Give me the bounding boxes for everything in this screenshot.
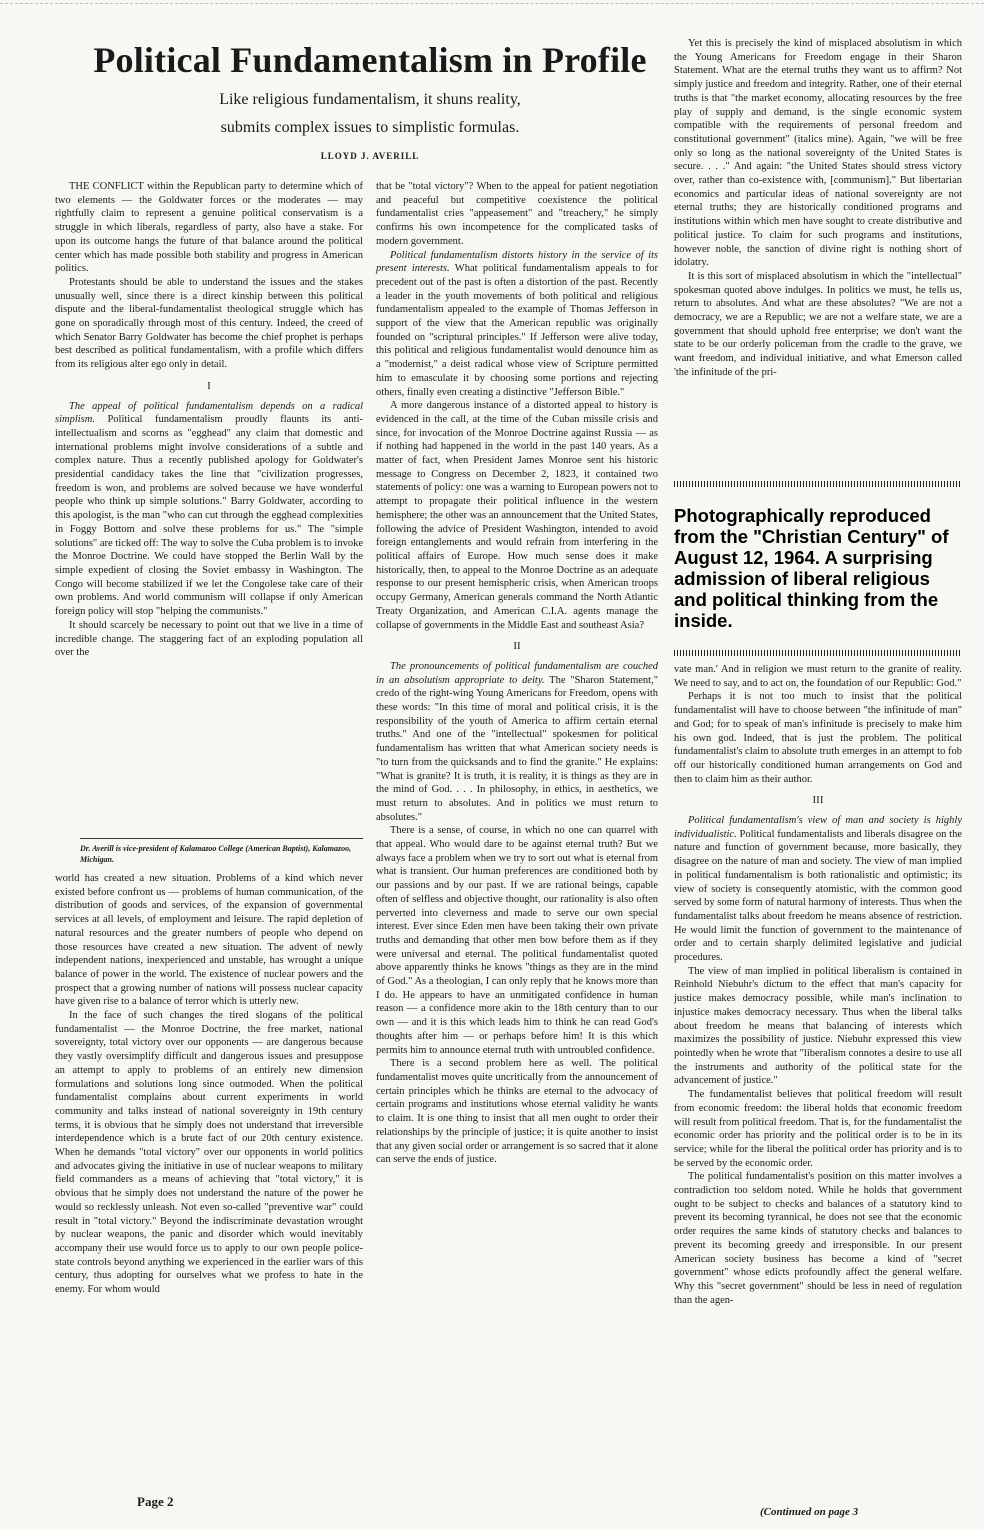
section-heading-2: II	[513, 640, 521, 653]
col3-paragraph-6: The view of man implied in political liberalism is contained in Reinhold Niebuhr's dictum to the effect that man's capacity for justice makes democracy possible, while man's inclination to injustice makes democracy necessary. Thus when the liberal talks about freedom he means that balancing of interests which maximizes the possibility of justice. Niebuhr expressed this view pointedly when he wrote that "liberalism connotes a desire to use all the instruments and authority of the political state for the advancement of justice."	[674, 965, 962, 1087]
top-divider	[0, 3, 984, 4]
article-title: Political Fundamentalism in Profile	[93, 40, 647, 80]
continued-note: (Continued on page 3	[760, 1506, 859, 1518]
col3-paragraph-3: vate man.' And in religion we must return to the granite of reality. We need to say, and to act on, the foundation of our Republic: God."	[674, 664, 962, 689]
col1-paragraph-3-body: Political fundamentalism proudly flaunts its anti-intellectualism and scorns as "egghead" any claim that domestic and international problems might involve considerations of a subtle and complex nature. Thus a recently published apology for Goldwater's presidential candidacy takes the line that "civilization progresses, freedom is won, and problems are solved because we have wonderful people who think up simple solutions." Barry Goldwater, according to this apologist, is the man "who can cut through the egghead complexities in Foggy Bottom and solve these problems for us." The "simple solutions" are ticked off: The way to solve the Cuba problem is to invoke the Monroe Doctrine. We could have stopped the Berlin Wall by the simple expedient of closing the Soviet embassy in Washington. The Congo will become stabilized if we let the Congolese take care of their own problems. And world communism will collapse if only American foreign policy will stop "helping the communists."	[55, 414, 363, 618]
callout-rule-top	[674, 481, 962, 487]
col1-paragraph-1: THE CONFLICT within the Republican party to determine which of two elements — the Goldwater forces or the moderates — may rightfully claim to represent a genuine political conservatism is a struggle in which liberals, regardless of party, also have a stake. For upon its outcome hangs the future of that balance around the political center which has made possible both stability and progress in American politics.	[55, 181, 363, 275]
column-3-bottom	[674, 663, 962, 1307]
col3-paragraph-7: The fundamentalist believes that political freedom will result from economic freedom: the liberal holds that economic freedom will result from political freedom. That is, for the fundamentalist the economic order has priority and the political order is to be in its service; while for the liberal the political order has priority and is to be served by the economic order.	[674, 1089, 962, 1169]
article-byline: LLOYD J. AVERILL	[320, 151, 420, 161]
section-heading-3: III	[812, 794, 824, 807]
col3-paragraph-5-lead: Political fundamentalism's view of man and society is highly individualistic.	[674, 815, 962, 840]
col3-paragraph-4: Perhaps it is not too much to insist that the political fundamentalist will have to choose between "the infinitude of man" and God; for to speak of man's infinitude is precisely to make him his own god. Indeed, that is just the problem. The political fundamentalist's claim to absolute truth emerges in an attempt to fob off our historically conditioned human arrangements on God and then to claim him as their author.	[674, 691, 962, 785]
column-2	[376, 180, 658, 1167]
col2-paragraph-2	[376, 249, 658, 400]
col3-paragraph-5	[674, 814, 962, 965]
col3-paragraph-1: Yet this is precisely the kind of misplaced absolutism in which the Young Americans for Freedom engage in their Sharon Statement. What are the eternal truths they want us to affirm? Not simply justice and freedom and integrity. Rather, one of their eternal truths is that "the market economy, allocating resources by the free play of supply and demand, is the single economic system compatible with the requirements of personal freedom and constitutional government" (italics mine). Again, "we will be free only so long as the national sovereignty of the United States is secure. . . ." And again: "the United States should stress victory over, rather than co-existence with, [communism]." But libertarian economics and particular ideas of national sovereignty are not eternal truths; they are historically conditioned programs and institutions within which men have sought to create distributive and political justice. To claim for such programs and institutions, however noble, the sanction of divine right is nothing short of idolatry.	[674, 38, 962, 269]
callout-rule-bottom	[674, 650, 962, 656]
column-3-top	[674, 37, 962, 380]
col1-paragraph-4: It should scarcely be necessary to point out that we live in a time of incredible change. The staggering fact of an exploding population all over the	[55, 619, 363, 659]
col1-paragraph-3	[55, 400, 363, 619]
column-1-bottom	[55, 872, 363, 1297]
col2-paragraph-2-body: What political fundamentalism appeals to for precedent out of the past is often a distortion of the past. Recently a leader in the youth movements of both political and religious fundamentalism appealed to the example of Thomas Jefferson in support of the view that the American republic was originally founded on "scriptural principles." If Jefferson were alive today, this political and religious fundamentalist would denounce him as a "modernist," a deist radical whose view of Scripture permitted him to emasculate it by choosing some portions and rejecting others, finally even creating a distinctive "Jefferson Bible."	[376, 263, 659, 398]
col2-paragraph-2-lead: Political fundamentalism distorts history in the service of its present interests.	[376, 249, 658, 275]
col2-paragraph-4-body: The "Sharon Statement," credo of the right-wing Young Americans for Freedom, opens with these words: "In this time of moral and political crisis, it is the responsibility of the youth of America to affirm certain eternal truths." And one of the "intellectual" spokesmen for political fundamentalism has written that what American society needs is "to turn from the quicksands and to find the granite." He explains: "What is granite? It is truth, it is reality, it is things as they are in the mind of God. . . . In philosophy, in ethics, in aesthetics, we must return to absolutes. And in politics we must return to absolutes."	[376, 674, 658, 823]
article-subtitle-line1: Like religious fundamentalism, it shuns reality,	[219, 91, 521, 108]
col3-paragraph-5-body: Political fundamentalists and liberals disagree on the nature and function of government because, more basically, they disagree on the nature of man and society. The view of man implied in political fundamentalism is both rationalistic and optimistic; its view of society is consequently atomistic, with the common good served by some form of natural harmony of interests. Thus when the fundamentalist talks about freedom he means absence of restriction. He would limit the function of government to the maintenance of order and to certain sharply delimited legislative and judicial procedures.	[674, 828, 963, 964]
page-number: Page 2	[137, 1494, 174, 1509]
col1-paragraph-2: Protestants should be able to understand the issues and the stakes unusually well, since there is a direct kinship between this political dispute and the liberal-fundamentalist theological struggle which has gone on sporadically through most of this century. Indeed, the creed of which Senator Barry Goldwater has become the chief prophet is perhaps best described as political fundamentalism, with a profile which differs from its religious alter ego only in detail.	[55, 276, 363, 371]
article-subtitle-line2: submits complex issues to simplistic formulas.	[220, 119, 520, 136]
reproduction-callout: Photographically reproduced from the "Christian Century" of August 12, 1964. A surprising admission of liberal religious and political thinking from the inside.	[674, 505, 949, 631]
col3-paragraph-2: It is this sort of misplaced absolutism in which the "intellectual" spokesman quoted above indulges. In politics we must, he tells us, return to absolutes. And what are these absolutes? "We are not a democracy, we are a Republic; we are not a welfare state, we are a government that should uphold free enterprise; we don't want the state to be our orderly policeman from the cradle to the grave, we want freedom, and individual initiative, and what Emerson called 'the infinitude of the pri-	[674, 270, 962, 378]
col1-paragraph-5: world has created a new situation. Problems of a kind which never existed before confront us — problems of human communication, of the distribution of goods and services, of the expansion of governmental services at all levels, of employment and leisure. The rapid depletion of natural resources and the greater numbers of people who depend on those resources have created a new situation. The advent of newly independent nations, inexperienced and unstable, has wrought a unique balance of power in the world. The existence of nuclear powers and the prospect that a growing number of nations will possess nuclear capacity have given rise to a balance of terror which is utterly new.	[55, 873, 363, 1008]
col3-paragraph-8: The political fundamentalist's position on this matter involves a contradiction too seldom noted. While he holds that government ought to be subject to checks and balances of a statutory kind to prevent its becoming tyrannical, he does not see that the economic order requires the same kinds of statutory checks and balances to prevent its becoming greedy and irresponsible. In our present American society business has become a kind of "secret government" whose edicts profoundly affect the general welfare. Why this "secret government" should be less in need of regulation than the agen-	[674, 1171, 962, 1306]
column-1-top	[55, 180, 363, 660]
col2-paragraph-5: There is a sense, of course, in which no one can quarrel with that appeal. Who would dare to be against eternal truth? But we always face a problem when we try to sort out what is eternal from what is transient. Our human preferences are conditioned both by our passions and by our past. If we are rational beings, capable often of selfless and objective thought, our rationality is also often perverted into cleverness and made to serve our own special interest. Ever since Eden men have been taking their own private truths and demanding that other men bow before them as if they were universal and eternal. The political fundamentalist quoted above apparently thinks he knows "things as they are in the mind of God." As a theologian, I can only reply that he knows more than I do. He appears to have an unmitigated confidence in human reason — a confidence more akin to the 18th century than to our own — and it is this which leads him to think he can read God's thoughts after him — or perhaps before him! It is this which permits him to announce eternal truth with untroubled confidence.	[376, 825, 658, 1056]
section-heading-1: I	[207, 379, 211, 392]
col2-paragraph-1: that be "total victory"? When to the appeal for patient negotiation and peaceful but competitive coexistence the political fundamentalist cries "appeasement" and "treachery," he simply confirms his own incompetence for the complicated tasks of modern government.	[376, 181, 658, 247]
author-footnote: Dr. Averill is vice-president of Kalamazoo College (American Baptist), Kalamazoo, Michigan.	[80, 838, 363, 865]
col1-paragraph-3-lead: The appeal of political fundamentalism depends on a radical simplism.	[55, 400, 363, 426]
col1-paragraph-6: In the face of such changes the tired slogans of the political fundamentalist — the Monroe Doctrine, the free market, national sovereignty, total victory over our opponents — are dangerous because they vastly oversimplify difficult and dangerous issues and presuppose an attempt to apply to problems of an entirely new dimension formulations and solutions long since outmoded. When the political fundamentalist complains about current experiments in world community and talks instead of national sovereignty in 19th century terms, it is obvious that he simply does not understand that irreversible interdependence which is a brute fact of our 20th century existence. When he demands "total victory" over our opponents in world politics and advocates giving the initiative in use of nuclear weapons to military field commanders as a means of achieving that "total victory," it is obvious that he simply does not understand the nature of the power he would so recklessly unleash. Not even so-called "preventive war" could result in "total victory." Beyond the indiscriminate devastation wrought by nuclear weapons, the panic and disorder which would inevitably accompany their use would force us to apply to our own people police-state controls beyond anything we experienced in the earlier wars of this century, thus adopting for ourselves what we profess to hate in the enemy. For whom would	[55, 1010, 363, 1296]
col2-paragraph-4-lead: The pronouncements of political fundamentalism are couched in an absolutism appropriate to deity.	[376, 660, 658, 686]
col2-paragraph-6: There is a second problem here as well. The political fundamentalist moves quite uncritically from the announcement of certain principles which he thinks are eternal to the advocacy of certain programs and institutions whose eternal validity he wants to claim. It is one thing to insist that all men ought to order their relationships by the principle of justice; it is quite another to insist that any given social order or arrangement is so sacred that it alone can serve the ends of justice.	[376, 1058, 658, 1166]
col2-paragraph-4	[376, 660, 658, 824]
col2-paragraph-3: A more dangerous instance of a distorted appeal to history is evidenced in the call, at the time of the Cuban missile crisis and since, for invocation of the Monroe Doctrine against Russia — as if nothing had happened in the world in the past 140 years. As a matter of fact, when President James Monroe sent his historic message to Congress on December 2, 1823, it contained two statements of policy: one was a warning to European powers not to attempt to propagate their political influence in the western hemisphere; the other was an announcement that the United States, following the advice of President Washington, intended to avoid foreign entanglements and would refrain from interfering in the political affairs of Europe. How much sense does it make historically, then, to appeal to the Monroe Doctrine as an adequate response to our present hemispheric crisis, when American troops occupy Germany, American generals command the North Atlantic Treaty Organization, and American C.I.A. agents manage the collapse of governments in the Middle East and southeast Asia?	[376, 400, 658, 631]
